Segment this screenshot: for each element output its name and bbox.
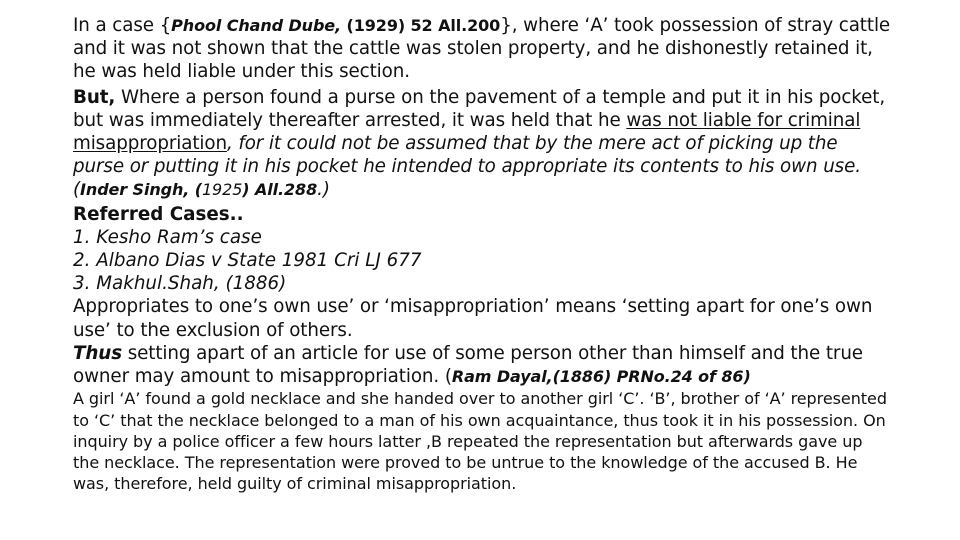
text: setting apart of an article for use of some person other than himself and the true owner may amount to misappropriation. ( (73, 342, 863, 388)
slide-content (73, 14, 893, 495)
text: }, where ‘A’ took possession of stray cattle and it was not shown that the cattle was stolen property, and he dishonestly retained it, he was held liable under this section. (73, 15, 891, 83)
case-citation: Ram Dayal,(1886) PRNo.24 of 86) (451, 367, 751, 387)
underlined-holding: was not liable for criminal misappropriation (73, 109, 861, 155)
paragraph-necklace-case: A girl ‘A’ found a gold necklace and she handed over to another girl ‘C’. ‘B’, brother of ‘A’ represented to ‘C’ that the necklace belonged to a man of his own acquaintance, thus took it in his possession. On inquiry by a police officer a few hours latter ,B repeated the representation but afterwards gave up the necklace. The representation were proved to be untrue to the knowledge of the accused B. He was, therefore, held guilty of criminal misappropriation. (73, 389, 887, 494)
text-italic: .) (317, 179, 330, 201)
referred-case-item: 3. Makhul.Shah, (1886) (73, 273, 287, 295)
case-citation: ) All.288 (242, 180, 318, 200)
text: Where a person found a purse on the pavement of a temple and put it in his pocket, but was immediately thereafter arrested, it was held that he (73, 86, 886, 131)
case-name: Phool Chand Dube, (171, 16, 342, 35)
text: In a case { (73, 15, 172, 36)
thus-label: Thus (73, 342, 122, 364)
referred-case-item: 1. Kesho Ram’s case (73, 226, 262, 248)
paragraph-misappropriation-definition: Appropriates to one’s own use’ or ‘misappropriation’ means ‘setting apart for one’s own use’ to the exclusion of others. (73, 296, 873, 341)
paragraph-ram-dayal-case (73, 342, 893, 388)
but-label: But, (73, 86, 116, 108)
case-citation: (1929) 52 All.200 (341, 16, 501, 35)
case-year: 1925 (201, 180, 243, 200)
case-name: Inder Singh, ( (80, 180, 202, 200)
paragraph-phool-chand-case (73, 14, 893, 84)
paragraph-inder-singh-case (73, 86, 893, 202)
referred-case-item: 2. Albano Dias v State 1981 Cri LJ 677 (73, 250, 422, 272)
text-italic: , for it could not be assumed that by the mere act of picking up the purse or putting it in his pocket he intended to appropriate its contents to his own use. ( (73, 133, 861, 201)
referred-cases-heading: Referred Cases.. (73, 203, 244, 225)
